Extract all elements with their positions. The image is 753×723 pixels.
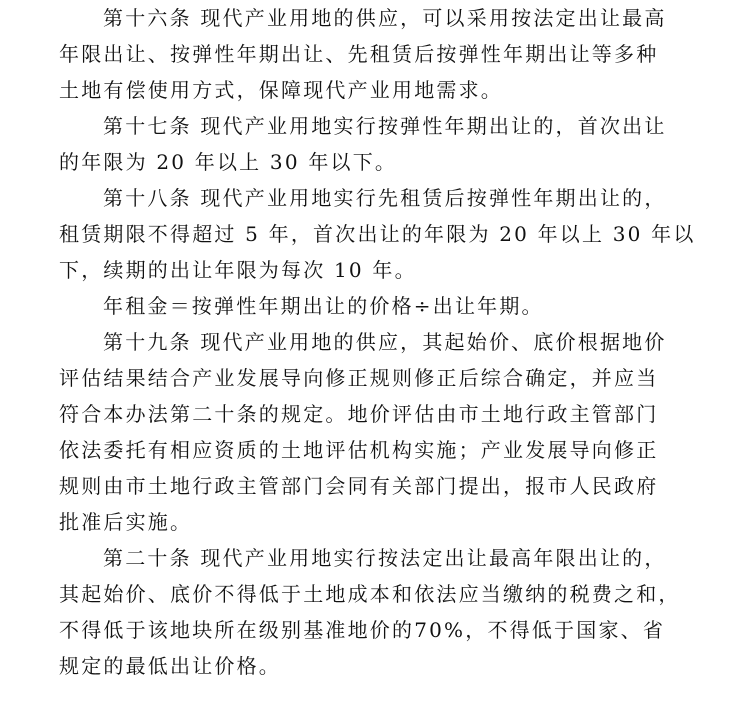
text-line: 第十八条 现代产业用地实行先租赁后按弹性年期出让的， xyxy=(103,186,667,210)
text-line: 依法委托有相应资质的土地评估机构实施；产业发展导向修正 xyxy=(59,438,659,462)
text-line: 年租金＝按弹性年期出让的价格÷出让年期。 xyxy=(103,294,544,318)
text-line: 下，续期的出让年限为每次 10 年。 xyxy=(59,258,417,282)
article-20 xyxy=(59,540,681,684)
text-line: 评估结果结合产业发展导向修正规则修正后综合确定，并应当 xyxy=(59,366,659,390)
text-line: 规定的最低出让价格。 xyxy=(59,654,281,678)
text-line: 不得低于该地块所在级别基准地价的70%，不得低于国家、省 xyxy=(59,618,666,642)
text-line: 批准后实施。 xyxy=(59,510,193,534)
text-line: 第十六条 现代产业用地的供应，可以采用按法定出让最高 xyxy=(103,6,667,30)
text-line: 土地有偿使用方式，保障现代产业用地需求。 xyxy=(59,78,503,102)
text-line: 第十九条 现代产业用地的供应，其起始价、底价根据地价 xyxy=(103,330,667,354)
article-17 xyxy=(59,108,667,180)
text-line: 第十七条 现代产业用地实行按弹性年期出让的，首次出让 xyxy=(103,114,667,138)
text-line: 年限出让、按弹性年期出让、先租赁后按弹性年期出让等多种 xyxy=(59,42,659,66)
text-line: 符合本办法第二十条的规定。地价评估由市土地行政主管部门 xyxy=(59,402,659,426)
article-18 xyxy=(59,180,696,288)
text-line: 第二十条 现代产业用地实行按法定出让最高年限出让的， xyxy=(103,546,667,570)
article-16 xyxy=(59,0,667,108)
article-19 xyxy=(59,324,667,540)
text-line: 其起始价、底价不得低于土地成本和依法应当缴纳的税费之和， xyxy=(59,582,681,606)
document-page xyxy=(59,0,696,684)
rent-formula xyxy=(59,288,655,324)
text-line: 租赁期限不得超过 5 年，首次出让的年限为 20 年以上 30 年以 xyxy=(59,222,696,246)
text-line: 规则由市土地行政主管部门会同有关部门提出，报市人民政府 xyxy=(59,474,659,498)
text-line: 的年限为 20 年以上 30 年以下。 xyxy=(59,150,398,174)
